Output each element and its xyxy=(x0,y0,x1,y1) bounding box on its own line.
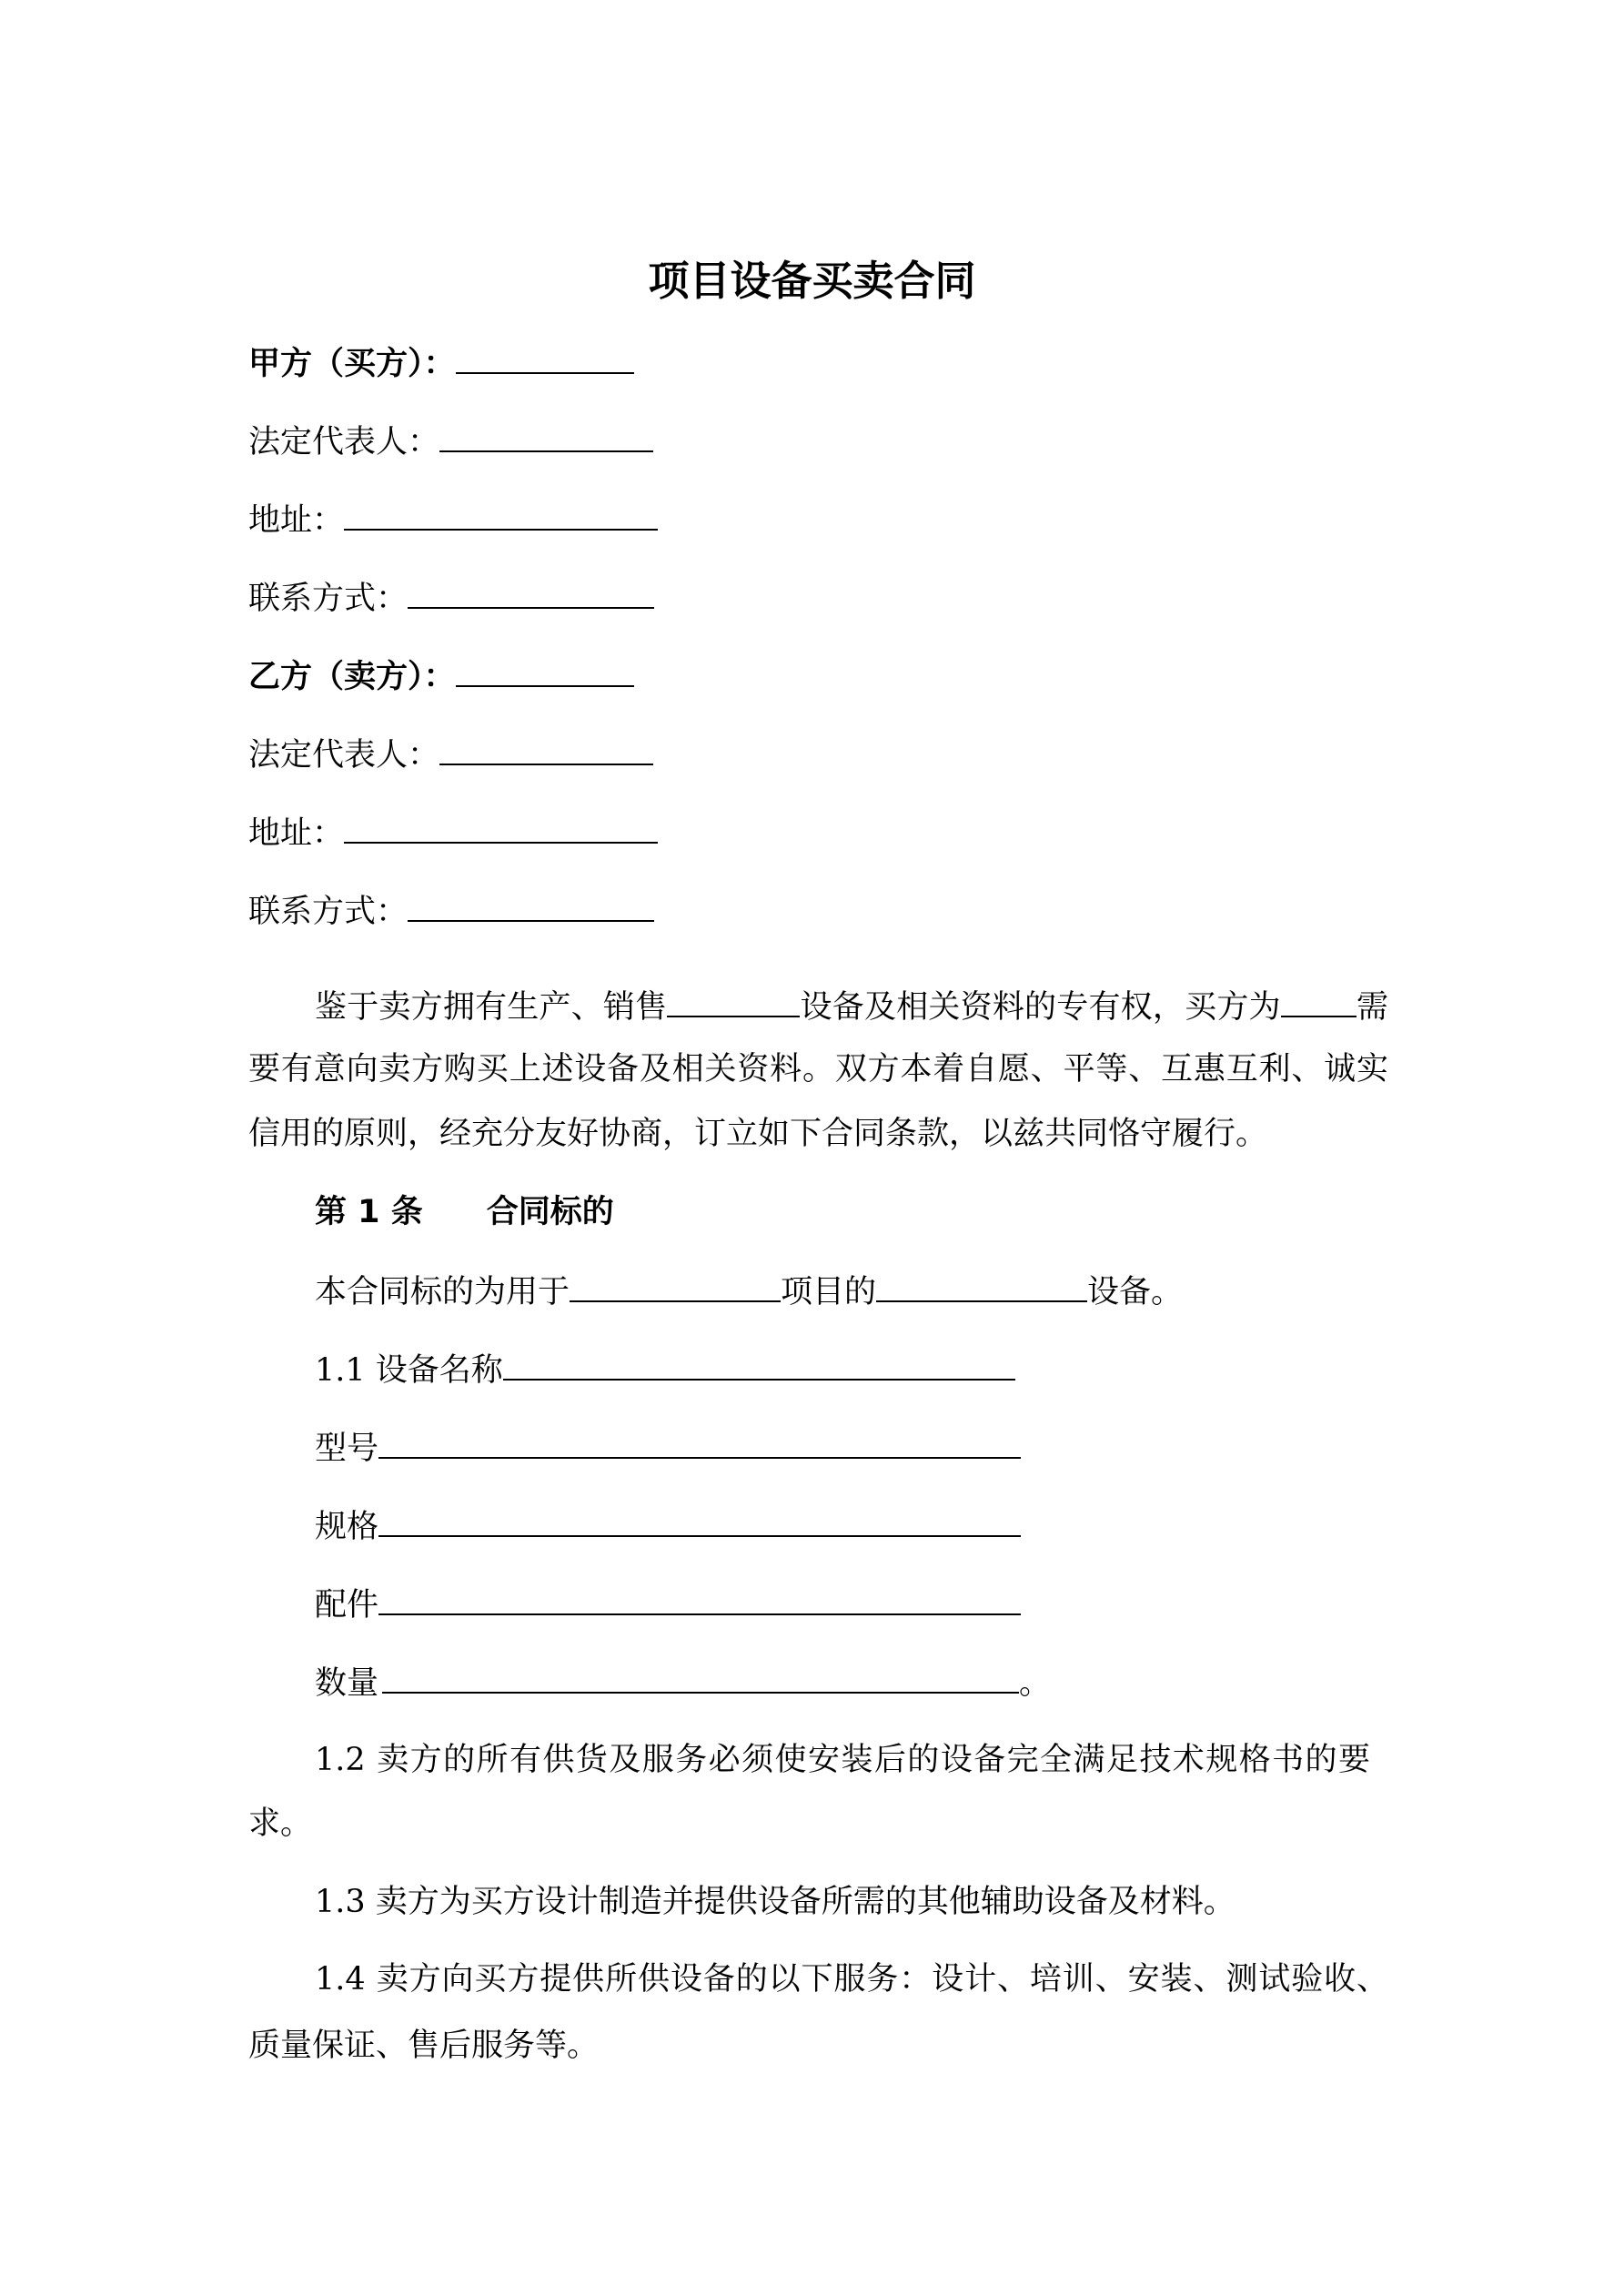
clause-1-3: 1.3 卖方为买方设计制造并提供设备所需的其他辅助设备及材料。 xyxy=(315,1884,1236,1920)
party-b-contact-field xyxy=(248,887,654,933)
subject-text: 项目的 xyxy=(781,1274,877,1310)
parts-blank xyxy=(378,1581,1021,1615)
party-a-field xyxy=(248,339,634,385)
party-b-blank xyxy=(456,652,634,687)
party-a-rep-blank xyxy=(439,418,653,452)
equipment-name-blank xyxy=(503,1346,1015,1381)
preamble-text: 需 xyxy=(1356,989,1388,1026)
model-field xyxy=(315,1424,1021,1470)
party-a-contact-blank xyxy=(408,574,654,609)
party-b-contact-blank xyxy=(408,887,654,922)
party-b-rep-label: 法定代表人： xyxy=(248,737,440,774)
preamble-line-1 xyxy=(315,983,1388,1028)
period: 。 xyxy=(1019,1665,1052,1702)
quantity-field xyxy=(315,1659,1051,1704)
party-a-contact-label: 联系方式： xyxy=(248,581,409,617)
preamble-line-3: 信用的原则，经充分友好协商，订立如下合同条款，以兹共同恪守履行。 xyxy=(248,1116,1268,1152)
parts-field xyxy=(315,1581,1021,1626)
party-b-field xyxy=(248,652,634,698)
party-b-address-blank xyxy=(344,809,658,844)
clause-1-2: 1.2 卖方的所有供货及服务必须使安装后的设备完全满足技术规格书的要 xyxy=(315,1742,1370,1778)
party-b-address-field xyxy=(248,809,658,855)
party-a-rep-field xyxy=(248,418,653,463)
preamble-text: 鉴于卖方拥有生产、销售 xyxy=(315,989,668,1026)
party-b-label: 乙方（卖方）： xyxy=(248,659,456,695)
parts-label: 配件 xyxy=(315,1587,379,1623)
product-blank xyxy=(667,983,800,1017)
quantity-label: 数量 xyxy=(315,1665,379,1702)
buyer-need-blank xyxy=(1281,983,1357,1017)
project-blank xyxy=(570,1268,781,1302)
spec-label: 规格 xyxy=(315,1509,379,1545)
party-b-rep-blank xyxy=(439,731,653,765)
party-b-rep-field xyxy=(248,731,653,776)
equipment-blank xyxy=(876,1268,1087,1302)
spec-field xyxy=(315,1502,1021,1548)
party-a-contact-field xyxy=(248,574,654,620)
party-a-rep-label: 法定代表人： xyxy=(248,424,440,460)
clause-1-4: 1.4 卖方向买方提供所供设备的以下服务：设计、培训、安装、测试验收、 xyxy=(315,1961,1388,1998)
subject-text: 本合同标的为用于 xyxy=(315,1274,570,1310)
quantity-blank xyxy=(382,1659,1019,1694)
preamble-line-2: 要有意向卖方购买上述设备及相关资料。双方本着自愿、平等、互惠互利、诚实 xyxy=(248,1051,1388,1087)
party-a-address-label: 地址： xyxy=(248,502,345,539)
party-a-address-field xyxy=(248,496,658,541)
clause-1-4-cont: 质量保证、售后服务等。 xyxy=(248,2028,600,2064)
party-a-address-blank xyxy=(344,496,658,531)
equipment-name-label: 1.1 设备名称 xyxy=(315,1352,503,1389)
spec-blank xyxy=(378,1502,1021,1537)
model-blank xyxy=(378,1424,1021,1459)
subject-line xyxy=(315,1268,1183,1313)
subject-text: 设备。 xyxy=(1087,1274,1184,1310)
party-a-label: 甲方（买方）： xyxy=(248,346,456,382)
party-b-contact-label: 联系方式： xyxy=(248,894,409,930)
preamble-text: 设备及相关资料的专有权，买方为 xyxy=(800,989,1281,1026)
party-b-address-label: 地址： xyxy=(248,815,345,852)
clause-1-2-cont: 求。 xyxy=(248,1805,313,1842)
model-label: 型号 xyxy=(315,1431,379,1467)
equipment-name-field xyxy=(315,1346,1015,1391)
party-a-blank xyxy=(456,339,634,374)
document-title: 项目设备买卖合同 xyxy=(648,257,976,305)
article-1-heading: 第 1 条 合同标的 xyxy=(315,1194,614,1230)
